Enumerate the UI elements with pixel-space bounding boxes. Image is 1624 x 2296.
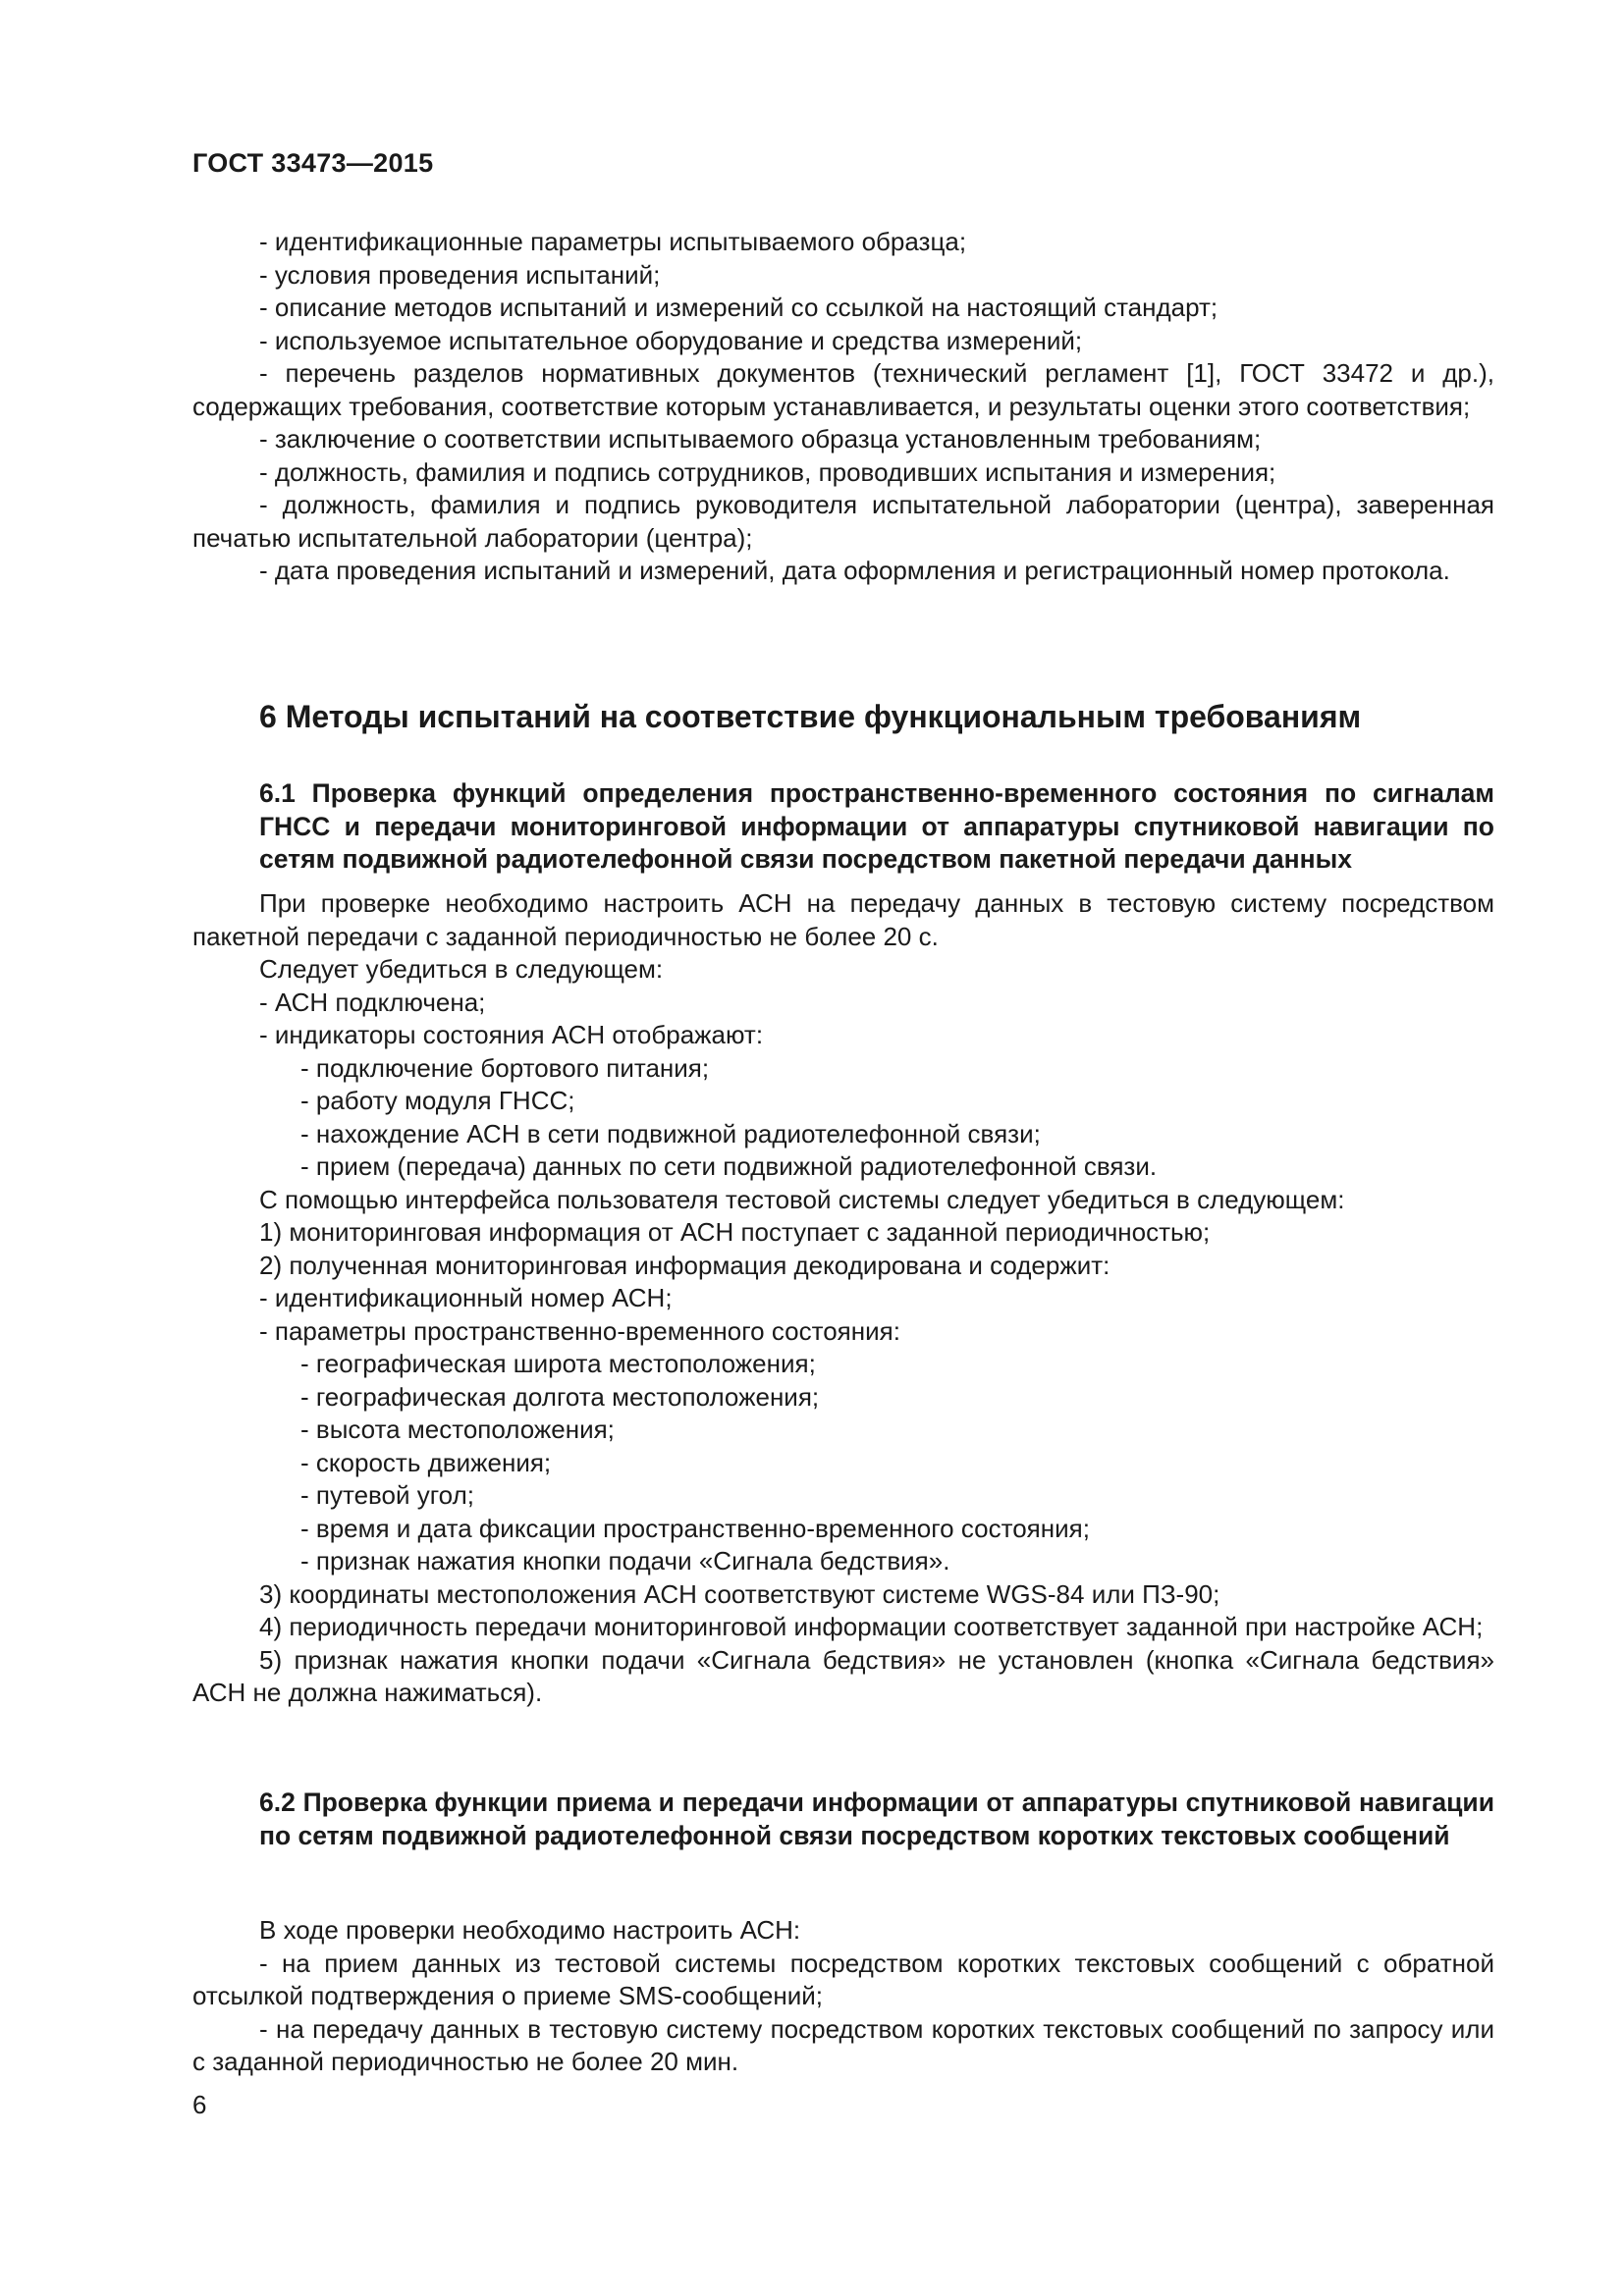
subsection-6-1-body xyxy=(192,887,1494,1710)
numbered-item: 5) признак нажатия кнопки подачи «Сигнала бедствия» не установлен (кнопка «Сигнала бедствия» АСН не должна нажиматься). xyxy=(192,1644,1494,1707)
list-item: - время и дата фиксации пространственно-временного состояния; xyxy=(300,1513,1090,1543)
numbered-item: 2) полученная мониторинговая информация декодирована и содержит: xyxy=(259,1250,1110,1280)
paragraph: В ходе проверки необходимо настроить АСН: xyxy=(259,1915,801,1945)
list-item: - должность, фамилия и подпись сотрудников, проводивших испытания и измерения; xyxy=(259,456,1276,487)
section-6-title: 6 Методы испытаний на соответствие функциональным требованиям xyxy=(259,699,1362,734)
list-item: - географическая долгота местоположения; xyxy=(300,1381,820,1412)
numbered-item: 4) периодичность передачи мониторинговой информации соответствует заданной при настройке АСН; xyxy=(259,1612,1484,1641)
protocol-contents-list xyxy=(192,226,1494,588)
list-item: - высота местоположения; xyxy=(300,1415,615,1444)
paragraph: С помощью интерфейса пользователя тестовой системы следует убедиться в следующем: xyxy=(259,1184,1345,1214)
list-item: - используемое испытательное оборудование и средства измерений; xyxy=(259,325,1083,355)
list-item: - на прием данных из тестовой системы посредством коротких текстовых сообщений с обратной отсылкой подтверждения о приеме SMS-сообщений; xyxy=(192,1948,1494,2010)
numbered-item: 1) мониторинговая информация от АСН поступает с заданной периодичностью; xyxy=(259,1217,1211,1247)
list-item: - заключение о соответствии испытываемого образца установленным требованиям; xyxy=(259,424,1262,454)
list-item: - подключение бортового питания; xyxy=(300,1052,710,1083)
list-item: - параметры пространственно-временного состояния: xyxy=(259,1315,900,1346)
document-code-header: ГОСТ 33473—2015 xyxy=(192,148,434,178)
subsection-6-1-title: 6.1 Проверка функций определения пространственно-временного состояния по сигналам ГНСС и передачи мониторинговой информации от аппаратуры спутниковой навигации по сетям подвижной радиотелефонной связи посредством пакетной передачи данных xyxy=(259,778,1494,874)
list-item: - признак нажатия кнопки подачи «Сигнала бедствия». xyxy=(300,1546,950,1575)
list-item: - скорость движения; xyxy=(300,1447,552,1477)
list-item: - географическая широта местоположения; xyxy=(300,1349,816,1378)
list-item: - нахождение АСН в сети подвижной радиотелефонной связи; xyxy=(300,1118,1041,1148)
list-item: - АСН подключена; xyxy=(259,987,486,1017)
list-item: - путевой угол; xyxy=(300,1480,474,1510)
numbered-item: 3) координаты местоположения АСН соответствуют системе WGS-84 или ПЗ-90; xyxy=(259,1578,1220,1609)
paragraph: При проверке необходимо настроить АСН на передачу данных в тестовую систему посредством пакетной передачи с заданной периодичностью не более 20 с. xyxy=(192,888,1494,951)
subsection-6-2-body xyxy=(192,1914,1494,2079)
list-item: - на передачу данных в тестовую систему посредством коротких текстовых сообщений по запросу или с заданной периодичностью не более 20 мин. xyxy=(192,2013,1494,2076)
list-item: - прием (передача) данных по сети подвижной радиотелефонной связи. xyxy=(300,1151,1158,1181)
list-item: - идентификационные параметры испытываемого образца; xyxy=(259,227,967,256)
subsection-6-2-title: 6.2 Проверка функции приема и передачи информации от аппаратуры спутниковой навигации по сетям подвижной радиотелефонной связи посредством коротких текстовых сообщений xyxy=(259,1788,1494,1850)
page-number: 6 xyxy=(192,2090,207,2119)
list-item: - дата проведения испытаний и измерений, дата оформления и регистрационный номер протокола. xyxy=(259,556,1450,585)
list-item: - работу модуля ГНСС; xyxy=(300,1086,575,1115)
list-item: - должность, фамилия и подпись руководителя испытательной лаборатории (центра), заверенная печатью испытательной лаборатории (центра); xyxy=(192,490,1494,553)
list-item: - описание методов испытаний и измерений со ссылкой на настоящий стандарт; xyxy=(259,293,1218,322)
list-item: - условия проведения испытаний; xyxy=(259,259,661,290)
list-item: - идентификационный номер АСН; xyxy=(259,1283,673,1312)
paragraph: Следует убедиться в следующем: xyxy=(259,954,664,984)
list-item: - индикаторы состояния АСН отображают: xyxy=(259,1020,764,1049)
list-item: - перечень разделов нормативных документов (технический регламент [1], ГОСТ 33472 и др.), содержащих требования, соответствие которым устанавливается, и результаты оценки этого соответствия; xyxy=(192,358,1494,421)
